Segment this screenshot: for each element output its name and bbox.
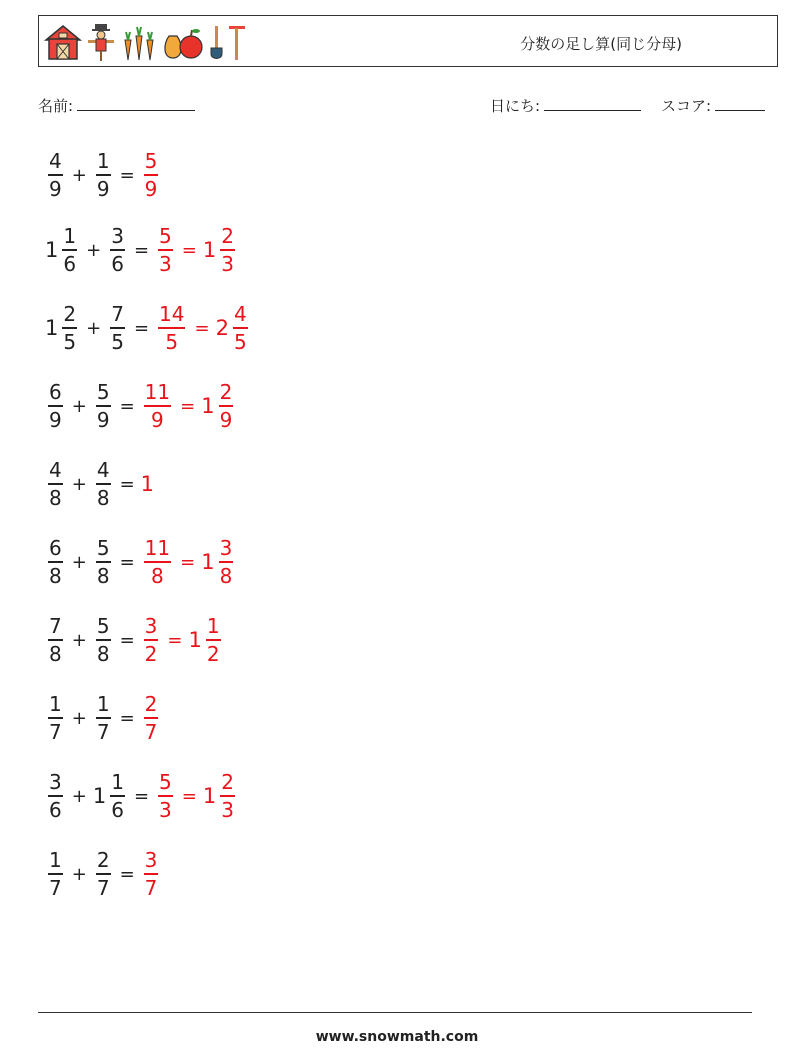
name-blank[interactable] <box>77 96 195 111</box>
fraction <box>144 380 171 432</box>
fraction <box>158 224 173 276</box>
denominator: 2 <box>206 641 220 666</box>
fraction-bar <box>96 174 111 176</box>
whole-part: 1 <box>201 394 215 418</box>
fraction <box>233 302 248 354</box>
answer <box>141 692 162 744</box>
numerator: 7 <box>49 614 62 639</box>
denominator: 7 <box>49 875 62 900</box>
denominator: 9 <box>219 407 233 432</box>
addend-number <box>107 302 128 354</box>
equals-sign: = <box>194 317 210 339</box>
answer-improper-number <box>141 692 162 744</box>
equals-sign: = <box>181 785 197 807</box>
equals-sign: = <box>181 239 197 261</box>
whole-part: 1 <box>45 316 59 340</box>
fraction <box>62 224 77 276</box>
addend-number <box>93 536 114 588</box>
footer-divider <box>38 1012 752 1013</box>
fraction <box>220 770 235 822</box>
addend-number <box>93 692 114 744</box>
numerator: 2 <box>221 224 234 249</box>
numerator: 2 <box>63 302 77 327</box>
name-label: 名前: <box>38 97 74 115</box>
answer-improper-number <box>141 536 174 588</box>
fraction-bar <box>62 249 77 251</box>
fraction <box>48 770 63 822</box>
addend-number <box>45 848 66 900</box>
addend-number <box>107 224 128 276</box>
answer-improper-number <box>155 770 176 822</box>
answer-improper-number <box>141 848 162 900</box>
equals-sign: = <box>119 164 135 186</box>
fraction <box>96 848 111 900</box>
fraction <box>220 224 235 276</box>
addend-number <box>45 614 66 666</box>
fraction <box>96 614 111 666</box>
answer-improper-number <box>141 380 174 432</box>
numerator: 1 <box>96 692 110 717</box>
numerator: 5 <box>96 536 110 561</box>
fraction <box>110 224 125 276</box>
denominator: 6 <box>111 797 124 822</box>
denominator: 8 <box>219 563 233 588</box>
equals-sign: = <box>119 629 135 651</box>
plus-sign: + <box>71 863 87 885</box>
fraction-bar <box>206 639 221 641</box>
numerator: 4 <box>96 458 110 483</box>
fraction-bar <box>96 561 111 563</box>
fraction-bar <box>219 561 234 563</box>
problem-row <box>45 220 238 280</box>
addend-number <box>93 380 114 432</box>
denominator: 6 <box>111 251 124 276</box>
denominator: 9 <box>96 176 110 201</box>
fraction-bar <box>220 795 235 797</box>
fraction <box>48 614 63 666</box>
addend-number <box>93 149 114 201</box>
addend-number <box>45 302 80 354</box>
addend-number <box>45 380 66 432</box>
numerator: 3 <box>144 848 158 873</box>
fraction <box>96 380 111 432</box>
fraction-bar <box>96 639 111 641</box>
fraction-bar <box>48 174 63 176</box>
denominator: 7 <box>144 719 158 744</box>
addend-number <box>93 614 114 666</box>
numerator: 11 <box>144 536 171 561</box>
equals-sign: = <box>180 395 196 417</box>
fraction-bar <box>219 405 234 407</box>
fraction <box>144 614 159 666</box>
fraction <box>219 380 234 432</box>
fraction <box>48 458 63 510</box>
denominator: 7 <box>49 719 62 744</box>
fraction <box>110 770 125 822</box>
footer-url: www.snowmath.com <box>315 1029 479 1045</box>
whole-part: 1 <box>188 628 202 652</box>
numerator: 11 <box>144 380 171 405</box>
numerator: 5 <box>144 149 158 174</box>
answer-mixed-number <box>216 302 251 354</box>
fraction <box>96 149 111 201</box>
fraction-bar <box>48 717 63 719</box>
problem-row <box>45 298 251 358</box>
numerator: 5 <box>96 380 110 405</box>
answer <box>155 302 251 354</box>
numerator: 3 <box>111 224 124 249</box>
fraction <box>96 692 111 744</box>
plus-sign: + <box>71 473 87 495</box>
equals-sign: = <box>119 473 135 495</box>
equals-sign: = <box>119 551 135 573</box>
fraction-bar <box>158 795 173 797</box>
problem-row <box>45 688 161 748</box>
denominator: 8 <box>151 563 164 588</box>
addend-number <box>45 458 66 510</box>
equals-sign: = <box>119 863 135 885</box>
denominator: 3 <box>221 797 234 822</box>
denominator: 7 <box>144 875 158 900</box>
answer-mixed-number <box>203 770 238 822</box>
fraction <box>110 302 125 354</box>
numerator: 6 <box>49 536 62 561</box>
whole-part: 1 <box>140 472 155 496</box>
denominator: 3 <box>221 251 234 276</box>
answer-mixed-number <box>201 536 236 588</box>
equals-sign: = <box>133 317 150 339</box>
fraction-bar <box>110 249 125 251</box>
worksheet-header <box>38 15 778 67</box>
whole-part: 2 <box>215 316 229 340</box>
plus-sign: + <box>71 551 87 573</box>
fraction-bar <box>62 327 77 329</box>
fraction <box>144 149 159 201</box>
fraction-bar <box>144 174 159 176</box>
score-blank[interactable] <box>715 96 765 111</box>
plus-sign: + <box>71 164 87 186</box>
fraction <box>96 458 111 510</box>
fraction-bar <box>233 327 248 329</box>
fraction <box>48 692 63 744</box>
addend-number <box>45 149 66 201</box>
numerator: 3 <box>219 536 233 561</box>
numerator: 3 <box>144 614 158 639</box>
addend-number <box>45 224 80 276</box>
numerator: 1 <box>49 692 62 717</box>
fraction-bar <box>110 327 125 329</box>
fraction-bar <box>144 639 159 641</box>
numerator: 1 <box>63 224 77 249</box>
problem-row <box>45 766 238 826</box>
scarecrow-icon <box>85 22 117 62</box>
numerator: 1 <box>206 614 220 639</box>
whole-part: 1 <box>202 784 217 808</box>
fraction-bar <box>96 483 111 485</box>
answer <box>141 149 162 201</box>
addend-number <box>45 692 66 744</box>
fraction <box>158 770 173 822</box>
numerator: 7 <box>111 302 124 327</box>
denominator: 3 <box>159 251 172 276</box>
fraction-bar <box>48 405 63 407</box>
header-icons <box>43 20 247 64</box>
tools-icon <box>207 22 247 62</box>
equals-sign: = <box>133 785 150 807</box>
numerator: 2 <box>219 380 233 405</box>
problem-row <box>45 844 161 904</box>
numerator: 14 <box>159 302 185 327</box>
denominator: 9 <box>49 407 62 432</box>
answer <box>141 472 155 496</box>
barn-icon <box>43 22 83 62</box>
numerator: 4 <box>49 149 62 174</box>
numerator: 2 <box>96 848 110 873</box>
numerator: 2 <box>221 770 234 795</box>
numerator: 2 <box>144 692 158 717</box>
numerator: 6 <box>49 380 62 405</box>
whole-part: 1 <box>201 550 215 574</box>
numerator: 1 <box>111 770 124 795</box>
problem-row <box>45 610 224 670</box>
equals-sign: = <box>167 629 183 651</box>
denominator: 3 <box>159 797 172 822</box>
score-field <box>661 95 765 116</box>
worksheet-title: 分数の足し算(同じ分母) <box>520 35 682 53</box>
fraction <box>219 536 234 588</box>
answer <box>141 614 224 666</box>
date-label: 日にち: <box>490 97 541 115</box>
answer <box>141 848 162 900</box>
fraction-bar <box>96 873 111 875</box>
answer <box>155 224 238 276</box>
denominator: 9 <box>144 176 158 201</box>
plus-sign: + <box>71 785 87 807</box>
numerator: 5 <box>159 770 172 795</box>
answer-mixed-number <box>201 380 236 432</box>
numerator: 4 <box>49 458 62 483</box>
denominator: 9 <box>49 176 62 201</box>
answer-mixed-number <box>188 614 223 666</box>
fraction-bar <box>144 405 171 407</box>
answer <box>141 380 237 432</box>
equals-sign: = <box>133 239 150 261</box>
fraction-bar <box>48 483 63 485</box>
fraction <box>144 848 159 900</box>
fraction <box>144 692 159 744</box>
plus-sign: + <box>86 317 102 339</box>
denominator: 8 <box>96 485 110 510</box>
answer-improper-number <box>155 302 188 354</box>
numerator: 1 <box>96 149 110 174</box>
denominator: 2 <box>144 641 158 666</box>
name-field <box>38 95 195 116</box>
plus-sign: + <box>71 395 87 417</box>
fraction-bar <box>48 795 63 797</box>
answer-improper-number <box>155 224 176 276</box>
fraction <box>48 848 63 900</box>
equals-sign: = <box>119 707 135 729</box>
denominator: 5 <box>233 329 247 354</box>
fraction <box>48 380 63 432</box>
denominator: 8 <box>96 641 110 666</box>
denominator: 8 <box>49 641 62 666</box>
addend-number <box>93 458 114 510</box>
fraction-bar <box>220 249 235 251</box>
fraction <box>48 149 63 201</box>
numerator: 3 <box>49 770 62 795</box>
denominator: 8 <box>96 563 110 588</box>
numerator: 1 <box>49 848 62 873</box>
addend-number <box>45 536 66 588</box>
answer <box>155 770 238 822</box>
fraction-bar <box>110 795 125 797</box>
whole-part: 1 <box>92 784 107 808</box>
fraction-bar <box>144 873 159 875</box>
fraction-bar <box>48 639 63 641</box>
denominator: 9 <box>151 407 164 432</box>
problem-row <box>45 376 236 436</box>
fraction-bar <box>144 717 159 719</box>
problem-row <box>45 454 155 514</box>
equals-sign: = <box>119 395 135 417</box>
plus-sign: + <box>86 239 102 261</box>
fruit-icon <box>161 22 205 62</box>
fraction-bar <box>48 873 63 875</box>
fraction <box>62 302 77 354</box>
fraction-bar <box>158 327 185 329</box>
denominator: 5 <box>111 329 124 354</box>
whole-part: 1 <box>202 238 217 262</box>
fraction-bar <box>96 405 111 407</box>
plus-sign: + <box>71 707 87 729</box>
score-label: スコア: <box>661 97 712 115</box>
answer-improper-number <box>141 149 162 201</box>
date-field <box>490 95 641 116</box>
fraction-bar <box>48 561 63 563</box>
addend-number <box>93 770 128 822</box>
addend-number <box>93 848 114 900</box>
denominator: 9 <box>96 407 110 432</box>
numerator: 5 <box>159 224 172 249</box>
fraction <box>206 614 221 666</box>
fraction-bar <box>158 249 173 251</box>
denominator: 7 <box>96 719 110 744</box>
fraction <box>48 536 63 588</box>
fraction <box>144 536 171 588</box>
denominator: 8 <box>49 563 62 588</box>
whole-part: 1 <box>45 238 59 262</box>
fraction-bar <box>96 717 111 719</box>
answer-mixed-number <box>203 224 238 276</box>
equals-sign: = <box>180 551 196 573</box>
denominator: 5 <box>165 329 179 354</box>
problem-row <box>45 532 236 592</box>
answer-improper-number <box>141 614 162 666</box>
plus-sign: + <box>71 629 87 651</box>
denominator: 6 <box>63 251 77 276</box>
denominator: 8 <box>49 485 62 510</box>
fraction <box>158 302 185 354</box>
fraction <box>96 536 111 588</box>
numerator: 4 <box>233 302 247 327</box>
numerator: 5 <box>96 614 110 639</box>
addend-number <box>45 770 66 822</box>
answer <box>141 536 237 588</box>
carrots-icon <box>119 22 159 62</box>
date-blank[interactable] <box>544 96 641 111</box>
denominator: 7 <box>96 875 110 900</box>
problem-row <box>45 145 161 205</box>
denominator: 6 <box>49 797 62 822</box>
fraction-bar <box>144 561 171 563</box>
answer-improper-number <box>141 472 155 496</box>
denominator: 5 <box>63 329 77 354</box>
